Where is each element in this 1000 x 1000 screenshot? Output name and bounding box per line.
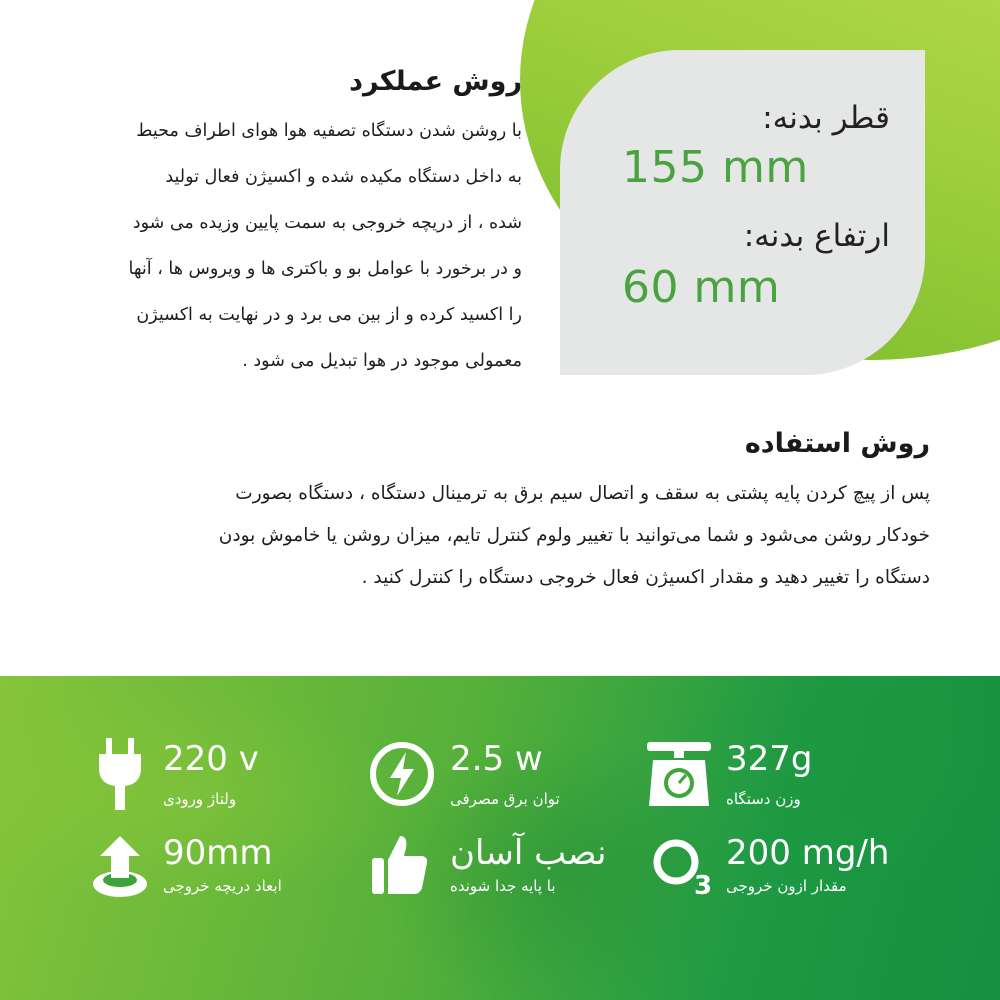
thumbs-up-icon [370, 832, 430, 900]
paragraph-line: را اکسید کرده و از بین می برد و در نهایت به اکسیژن [136, 305, 522, 325]
feature-caption: مقدار ازون خروجی [726, 877, 847, 895]
scale-icon [643, 738, 715, 814]
usage-heading: روش استفاده [744, 428, 930, 459]
paragraph-line: و در برخورد با عوامل بو و باکتری ها و ویروس ها ، آنها [128, 259, 522, 279]
paragraph-line: با روشن شدن دستگاه تصفیه هوا هوای اطراف محیط [136, 121, 522, 141]
paragraph-line: به داخل دستگاه مکیده شده و اکسیژن فعال تولید [165, 167, 522, 187]
height-value: 60 mm [622, 262, 781, 313]
paragraph-line: دستگاه را تغییر دهید و مقدار اکسیژن فعال خروجی دستگاه را کنترل کنید . [361, 567, 930, 588]
how-it-works-heading: روش عملکرد [349, 66, 522, 97]
feature-caption: ولتاژ ورودی [163, 790, 237, 808]
feature-value: 327g [726, 739, 813, 779]
diameter-label: قطر بدنه: [762, 100, 890, 136]
paragraph-line: خودکار روشن می‌شود و شما می‌توانید با تغییر ولوم کنترل تایم، میزان روشن یا خاموش بودن [218, 525, 930, 546]
feature-caption: با پایه جدا شونده [450, 877, 556, 895]
how-it-works-paragraph [82, 108, 522, 384]
usage-paragraph [90, 473, 930, 599]
paragraph-line: شده ، از دریچه خروجی به سمت پایین وزیده می شود [132, 213, 522, 233]
outlet-arrow-icon [90, 834, 150, 904]
diameter-value: 155 mm [622, 142, 809, 193]
feature-value: 220 v [163, 739, 259, 779]
power-plug-icon [95, 738, 145, 814]
paragraph-line: پس از پیچ کردن پایه پشتی به سقف و اتصال سیم برق به ترمینال دستگاه ، دستگاه بصورت [235, 483, 930, 504]
lightning-icon [368, 740, 436, 812]
dimensions-card [560, 50, 925, 375]
features-footer [0, 676, 1000, 1000]
feature-caption: ابعاد دریچه خروجی [163, 877, 282, 895]
ozone-subscript: 3 [694, 871, 713, 898]
feature-value: نصب آسان [450, 833, 607, 873]
feature-value: 90mm [163, 833, 273, 873]
height-label: ارتفاع بدنه: [743, 218, 890, 254]
feature-caption: وزن دستگاه [726, 790, 801, 808]
feature-value: 200 mg/h [726, 833, 890, 873]
ozone-o3-icon [650, 836, 720, 902]
feature-value: 2.5 w [450, 739, 543, 779]
paragraph-line: معمولی موجود در هوا تبدیل می شود . [242, 351, 522, 371]
feature-caption: توان برق مصرفی [450, 790, 560, 808]
